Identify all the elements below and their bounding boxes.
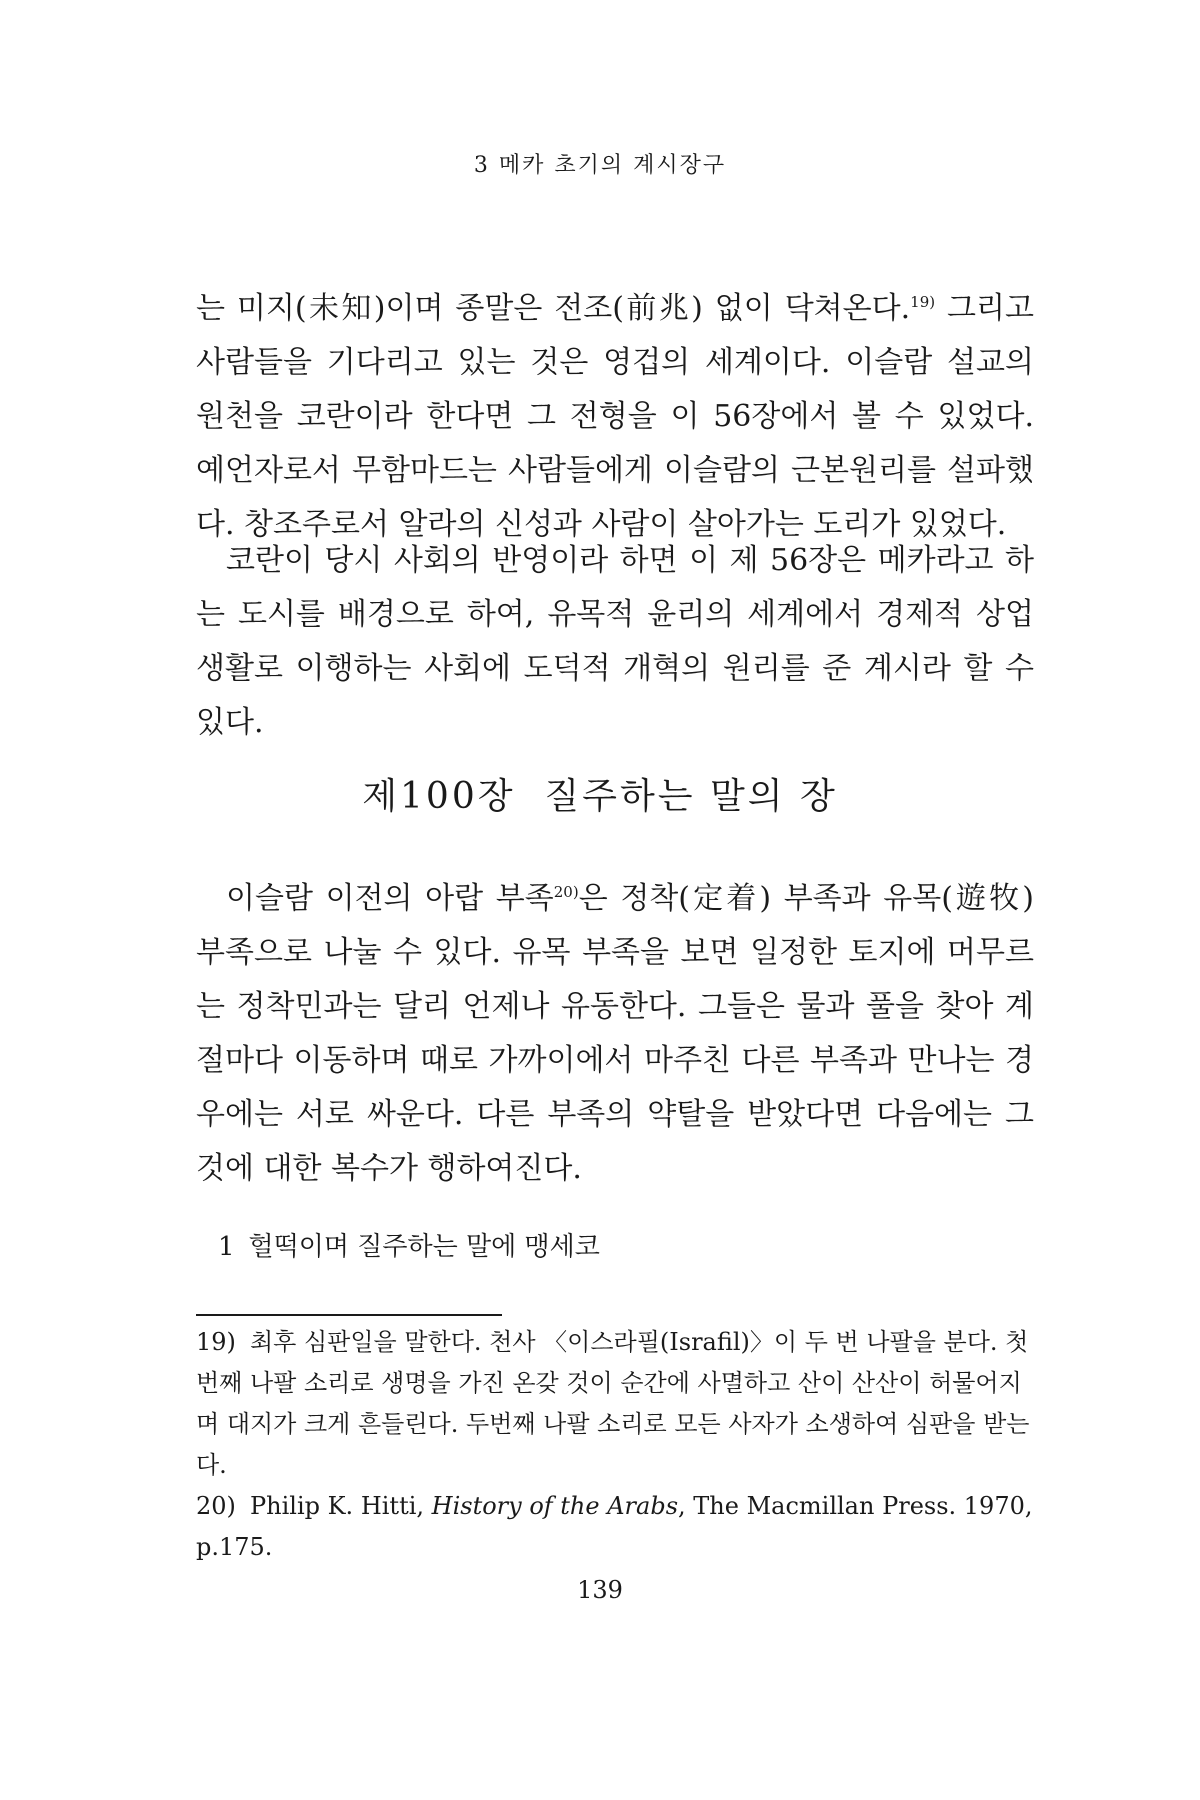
running-head: 3 메카 초기의 계시장구	[473, 153, 727, 178]
page-number: 139	[577, 1576, 623, 1604]
paragraph-2: 코란이 당시 사회의 반영이라 하면 이 제 56장은 메카라고 하는 도시를 배경으로 하여, 유목적 윤리의 세계에서 경제적 상업생활로 이행하는 사회에 도덕적 개혁의 원리를 준 계시라 할 수 있다.	[196, 543, 1034, 740]
paragraph-1-continuation: 그리고 사람들을 기다리고 있는 것은 영겁의 세계이다. 이슬람 설교의 원천을 코란이라 한다면 그 전형을 이 56장에서 볼 수 있었다. 예언자로서 무함마드는 사람들에게 이슬람의 근본원리를 설파했다. 창조주로서 알라의 신성과 사람이 살아가는 도리가 있었다.	[196, 291, 1034, 542]
footnote-20-publisher: , The Macmillan Press. 1970, p.175.	[196, 1492, 1033, 1561]
chapter-title: 제100장 질주하는 말의 장	[362, 776, 838, 817]
footnote-ref-19: 19)	[910, 293, 936, 311]
footnote-20	[196, 1486, 1034, 1568]
footnote-20-author: Philip K. Hitti,	[250, 1492, 432, 1520]
verse-1	[218, 1226, 600, 1263]
verse-text: 헐떡이며 질주하는 말에 맹세코	[248, 1232, 600, 1262]
paragraph-3-text: 이슬람 이전의 아랍 부족	[226, 881, 554, 916]
footnote-19	[196, 1322, 1034, 1486]
paragraph-1	[196, 282, 1034, 552]
paragraph-3-continuation: 은 정착(定着) 부족과 유목(遊牧) 부족으로 나눌 수 있다. 유목 부족을 보면 일정한 토지에 머무르는 정착민과는 달리 언제나 유동한다. 그들은 물과 풀을 찾아 계절마다 이동하며 때로 가까이에서 마주친 다른 부족과 만나는 경우에는 서로 싸운다. 다른 부족의 약탈을 받았다면 다음에는 그것에 대한 복수가 행하여진다.	[196, 881, 1034, 1186]
footnote-ref-20: 20)	[553, 883, 579, 901]
footnote-19-label: 19)	[196, 1328, 236, 1356]
footnote-20-label: 20)	[196, 1492, 236, 1520]
footnote-19-text: 최후 심판일을 말한다. 천사 〈이스라필(Israfil)〉이 두 번 나팔을 분다. 첫번째 나팔 소리로 생명을 가진 온갖 것이 순간에 사멸하고 산이 산산이 허물어지며 대지가 크게 흔들린다. 두번째 나팔 소리로 모든 사자가 소생하여 심판을 받는다.	[196, 1328, 1030, 1479]
verse-number: 1	[218, 1232, 235, 1262]
paragraph-3	[196, 872, 1034, 1196]
footnote-divider	[196, 1314, 502, 1316]
footnote-20-book-title: History of the Arabs	[431, 1492, 679, 1520]
paragraph-1-text: 는 미지(未知)이며 종말은 전조(前兆) 없이 닥쳐온다.	[196, 291, 911, 326]
